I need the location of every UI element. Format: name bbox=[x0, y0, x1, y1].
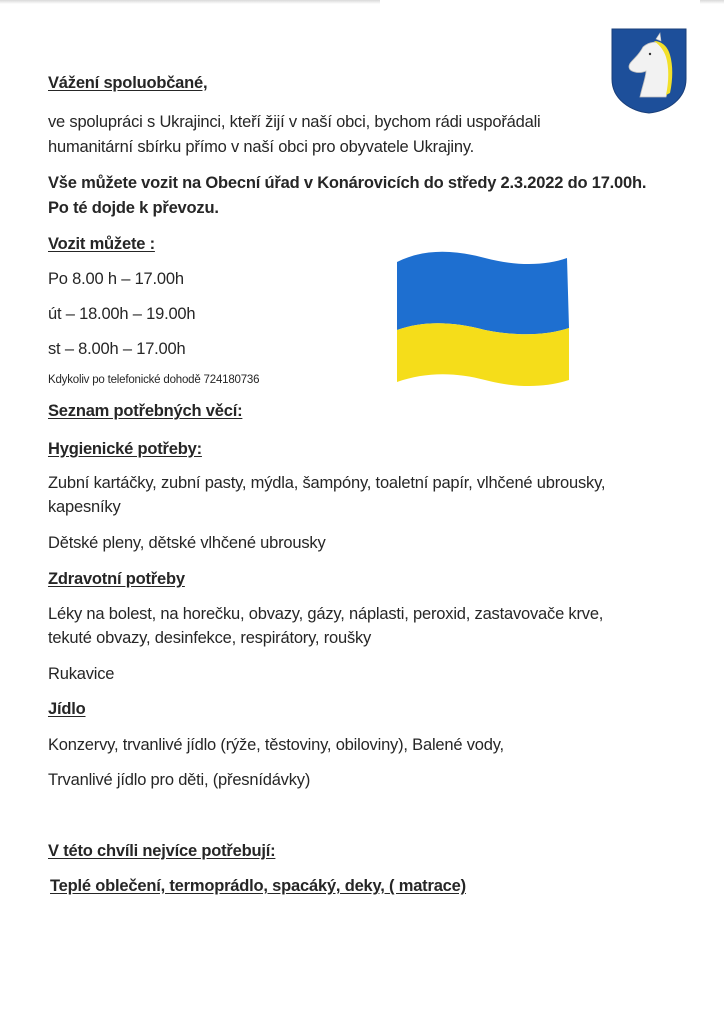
greeting-heading: Vážení spoluobčané, bbox=[48, 74, 208, 92]
section-line: tekuté obvazy, desinfekce, respirátory, roušky bbox=[48, 629, 372, 647]
hours-item: út – 18.00h – 19.00h bbox=[48, 305, 196, 323]
section-heading-medical: Zdravotní potřeby bbox=[48, 570, 185, 588]
intro-text: ve spolupráci s Ukrajinci, kteří žijí v naší obci, bychom rádi uspořádali bbox=[48, 113, 541, 131]
section-line: Léky na bolest, na horečku, obvazy, gázy, náplasti, peroxid, zastavovače krve, bbox=[48, 605, 604, 623]
section-heading-food: Jídlo bbox=[48, 700, 86, 718]
intro-text: humanitární sbírku přímo v naší obci pro obyvatele Ukrajiny. bbox=[48, 138, 475, 156]
phone-note: Kdykoliv po telefonické dohodě 724180736 bbox=[48, 374, 260, 386]
section-line: Rukavice bbox=[48, 665, 115, 683]
urgent-items: Teplé oblečení, termoprádlo, spacáký, deky, ( matrace) bbox=[50, 877, 466, 895]
ukraine-flag-icon bbox=[395, 250, 570, 390]
list-heading: Seznam potřebných věcí: bbox=[48, 402, 243, 420]
section-line: Zubní kartáčky, zubní pasty, mýdla, šampóny, toaletní papír, vlhčené ubrousky, bbox=[48, 474, 606, 492]
coat-of-arms-horse-icon bbox=[610, 27, 688, 114]
scan-artifact bbox=[0, 0, 380, 4]
section-line: Trvanlivé jídlo pro děti, (přesnídávky) bbox=[48, 771, 311, 789]
scan-artifact bbox=[700, 0, 724, 4]
announcement-text: Po té dojde k převozu. bbox=[48, 199, 219, 217]
section-line: Konzervy, trvanlivé jídlo (rýže, těstoviny, obiloviny), Balené vody, bbox=[48, 736, 504, 754]
section-line: kapesníky bbox=[48, 498, 121, 516]
hours-item: st – 8.00h – 17.00h bbox=[48, 340, 186, 358]
announcement-text: Vše můžete vozit na Obecní úřad v Konárovicích do středy 2.3.2022 do 17.00h. bbox=[48, 174, 647, 192]
section-line: Dětské pleny, dětské vlhčené ubrousky bbox=[48, 534, 326, 552]
hours-heading: Vozit můžete : bbox=[48, 235, 155, 253]
urgent-heading: V této chvíli nejvíce potřebují: bbox=[48, 842, 276, 860]
section-heading-hygiene: Hygienické potřeby: bbox=[48, 440, 202, 458]
hours-item: Po 8.00 h – 17.00h bbox=[48, 270, 184, 288]
